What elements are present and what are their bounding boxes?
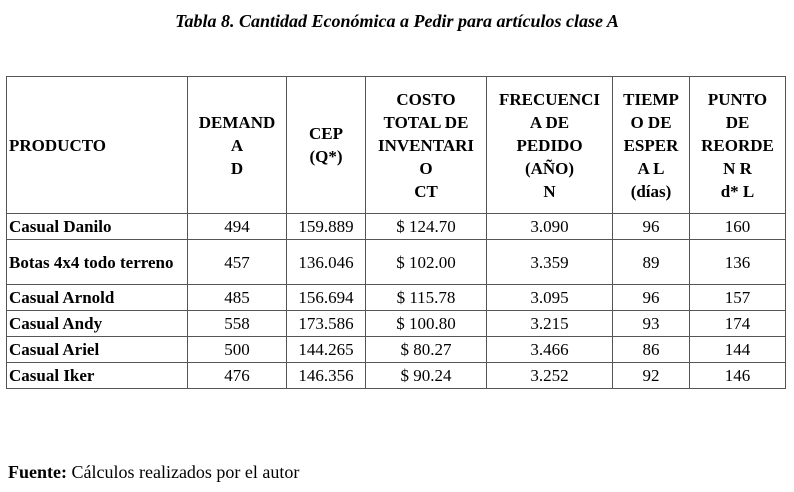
cell-cep: 159.889 bbox=[287, 214, 366, 240]
cell-frecuencia: 3.095 bbox=[487, 285, 613, 311]
cell-frecuencia: 3.359 bbox=[487, 240, 613, 285]
table-row bbox=[7, 311, 786, 337]
header-punto-reorden: PUNTO DE REORDE N R d* L bbox=[690, 77, 786, 214]
cell-costo-total: $ 102.00 bbox=[366, 240, 487, 285]
cell-producto: Casual Iker bbox=[7, 363, 188, 389]
header-costo-total: COSTO TOTAL DE INVENTARI O CT bbox=[366, 77, 487, 214]
cell-frecuencia: 3.090 bbox=[487, 214, 613, 240]
cell-costo-total: $ 100.80 bbox=[366, 311, 487, 337]
cell-costo-total: $ 124.70 bbox=[366, 214, 487, 240]
cell-cep: 173.586 bbox=[287, 311, 366, 337]
cell-producto: Casual Danilo bbox=[7, 214, 188, 240]
cell-demanda: 558 bbox=[188, 311, 287, 337]
cell-costo-total: $ 90.24 bbox=[366, 363, 487, 389]
cell-frecuencia: 3.252 bbox=[487, 363, 613, 389]
cell-tiempo-espera: 86 bbox=[613, 337, 690, 363]
cell-tiempo-espera: 93 bbox=[613, 311, 690, 337]
cell-punto-reorden: 160 bbox=[690, 214, 786, 240]
cell-producto: Casual Arnold bbox=[7, 285, 188, 311]
table-row bbox=[7, 337, 786, 363]
source-text: Cálculos realizados por el autor bbox=[66, 462, 300, 482]
cell-demanda: 500 bbox=[188, 337, 287, 363]
cell-producto: Casual Ariel bbox=[7, 337, 188, 363]
cell-cep: 146.356 bbox=[287, 363, 366, 389]
cell-producto: Casual Andy bbox=[7, 311, 188, 337]
header-cep: CEP (Q*) bbox=[287, 77, 366, 214]
cell-cep: 156.694 bbox=[287, 285, 366, 311]
cell-cep: 136.046 bbox=[287, 240, 366, 285]
cell-tiempo-espera: 92 bbox=[613, 363, 690, 389]
table-row bbox=[7, 214, 786, 240]
table-row bbox=[7, 240, 786, 285]
cell-demanda: 476 bbox=[188, 363, 287, 389]
cell-frecuencia: 3.215 bbox=[487, 311, 613, 337]
cell-costo-total: $ 115.78 bbox=[366, 285, 487, 311]
header-demanda: DEMAND A D bbox=[188, 77, 287, 214]
cell-demanda: 457 bbox=[188, 240, 287, 285]
cell-tiempo-espera: 96 bbox=[613, 285, 690, 311]
cell-punto-reorden: 136 bbox=[690, 240, 786, 285]
header-frecuencia: FRECUENCI A DE PEDIDO (AÑO) N bbox=[487, 77, 613, 214]
header-producto: PRODUCTO bbox=[7, 77, 188, 214]
cell-punto-reorden: 146 bbox=[690, 363, 786, 389]
cell-tiempo-espera: 96 bbox=[613, 214, 690, 240]
cell-punto-reorden: 144 bbox=[690, 337, 786, 363]
cell-punto-reorden: 174 bbox=[690, 311, 786, 337]
cell-cep: 144.265 bbox=[287, 337, 366, 363]
source-label: Fuente: bbox=[8, 462, 67, 482]
cell-tiempo-espera: 89 bbox=[613, 240, 690, 285]
source-note bbox=[8, 462, 299, 483]
cell-frecuencia: 3.466 bbox=[487, 337, 613, 363]
eoq-table bbox=[6, 76, 786, 389]
cell-punto-reorden: 157 bbox=[690, 285, 786, 311]
header-tiempo-espera: TIEMP O DE ESPER A L (días) bbox=[613, 77, 690, 214]
table-row bbox=[7, 285, 786, 311]
cell-demanda: 485 bbox=[188, 285, 287, 311]
cell-producto: Botas 4x4 todo terreno bbox=[7, 240, 188, 285]
cell-costo-total: $ 80.27 bbox=[366, 337, 487, 363]
table-row bbox=[7, 363, 786, 389]
cell-demanda: 494 bbox=[188, 214, 287, 240]
header-row bbox=[7, 77, 786, 214]
table-title: Tabla 8. Cantidad Económica a Pedir para artículos clase A bbox=[175, 11, 619, 31]
